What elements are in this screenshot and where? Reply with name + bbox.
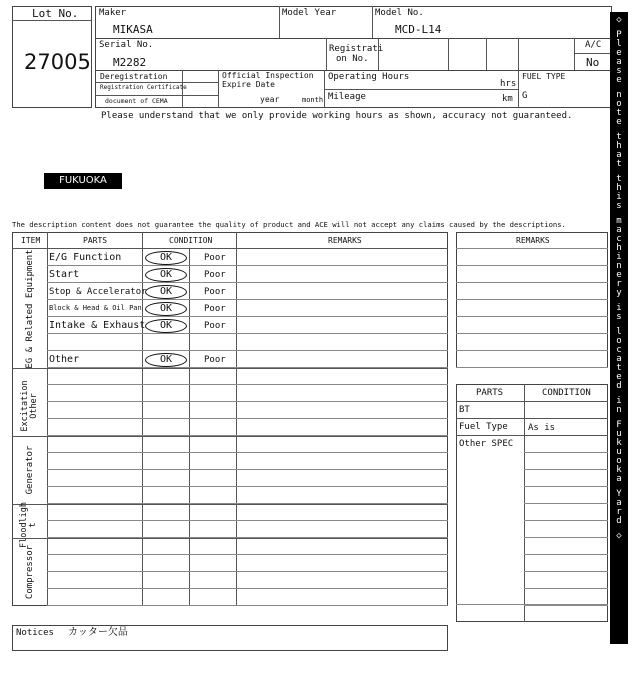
- right-part-other: Other SPEC: [459, 439, 514, 449]
- year-label: year: [260, 95, 280, 104]
- inspection-label-1: Official Inspection: [222, 71, 314, 80]
- maker-value: MIKASA: [113, 23, 153, 36]
- registration-label-2: on No.: [336, 54, 369, 64]
- poor-option[interactable]: Poor: [204, 287, 226, 297]
- notices-label: Notices: [16, 628, 54, 638]
- registration-label-1: Registrati: [329, 44, 384, 54]
- poor-option[interactable]: Poor: [204, 270, 226, 280]
- km-label: km: [502, 94, 513, 104]
- ok-selected[interactable]: OK: [145, 285, 187, 299]
- part-label: Block & Head & Oil Pan: [49, 304, 142, 312]
- right-parts-header: PARTS: [476, 388, 504, 398]
- poor-option[interactable]: Poor: [204, 321, 226, 331]
- sidebar-vertical-text: ◇ P l e a s e n o t e t h a t t h i s m a c h i n e r y i s l o c a t e d i n F u k u o k a Y a r d ◇: [616, 15, 622, 541]
- col-parts: PARTS: [83, 236, 108, 245]
- ok-selected[interactable]: OK: [145, 251, 187, 265]
- right-cond-fuel: As is: [528, 423, 556, 433]
- col-remarks: REMARKS: [328, 236, 362, 245]
- section-compressor: Compressor: [25, 544, 35, 600]
- ac-label: A/C: [585, 40, 602, 50]
- yard-badge: FUKUOKA: [44, 173, 122, 189]
- inspection-label-2: Expire Date: [222, 80, 275, 89]
- part-label: Stop & Accelerator: [49, 287, 147, 297]
- hours-notice: Please understand that we only provide working hours as shown, accuracy not guaranteed.: [101, 111, 573, 121]
- serial-value: M2282: [113, 56, 147, 69]
- operating-hours-label: Operating Hours: [328, 72, 410, 82]
- col-condition: CONDITION: [169, 236, 213, 245]
- part-label: Start: [49, 269, 80, 280]
- section-floodlight: Floodlight: [19, 501, 38, 549]
- part-label: E/G Function: [49, 252, 122, 263]
- location-sidebar: [610, 12, 628, 644]
- right-condition-header: CONDITION: [542, 388, 591, 398]
- lot-number: 27005: [24, 50, 91, 74]
- registration-cert-label: Registration Certificate: [100, 84, 187, 91]
- ok-selected[interactable]: OK: [145, 319, 187, 333]
- maker-label: Maker: [99, 8, 127, 18]
- notices-value: カッター欠品: [68, 627, 128, 638]
- right-remarks-table: [456, 232, 608, 368]
- part-label: Intake & Exhaust: [49, 320, 146, 331]
- col-item: ITEM: [21, 236, 41, 245]
- ok-selected[interactable]: OK: [145, 268, 187, 282]
- poor-option[interactable]: Poor: [204, 304, 226, 314]
- deregistration-label: Deregistration: [100, 72, 168, 81]
- poor-option[interactable]: Poor: [204, 355, 226, 365]
- model-year-label: Model Year: [282, 8, 337, 18]
- poor-option[interactable]: Poor: [204, 253, 226, 263]
- month-label: month: [302, 96, 324, 104]
- section-excitation: Excitation Other: [20, 380, 39, 432]
- fuel-type-value: G: [522, 91, 528, 101]
- part-label: Other: [49, 354, 80, 365]
- right-part-bt: BT: [459, 405, 470, 415]
- disclaimer: The description content does not guarantee the quality of product and ACE will not accept any claims caused by the descriptions.: [12, 220, 566, 229]
- ac-value: No: [586, 56, 600, 69]
- serial-label: Serial No.: [99, 40, 154, 50]
- hrs-label: hrs: [500, 79, 517, 89]
- fuel-type-label: FUEL TYPE: [522, 72, 566, 81]
- section-eg: EG & Related Equipment: [25, 249, 35, 369]
- ok-selected[interactable]: OK: [145, 302, 187, 316]
- section-generator: Generator: [25, 445, 35, 495]
- ok-selected[interactable]: OK: [145, 353, 187, 367]
- right-remarks-header: REMARKS: [516, 236, 550, 245]
- right-part-fuel: Fuel Type: [459, 422, 508, 432]
- cema-label: document of CEMA: [105, 97, 168, 105]
- lot-label: Lot No.: [32, 7, 79, 20]
- model-no-label: Model No.: [375, 8, 424, 18]
- maker-row: [95, 6, 612, 39]
- mileage-label: Mileage: [328, 92, 366, 102]
- model-no-value: MCD-L14: [395, 23, 442, 36]
